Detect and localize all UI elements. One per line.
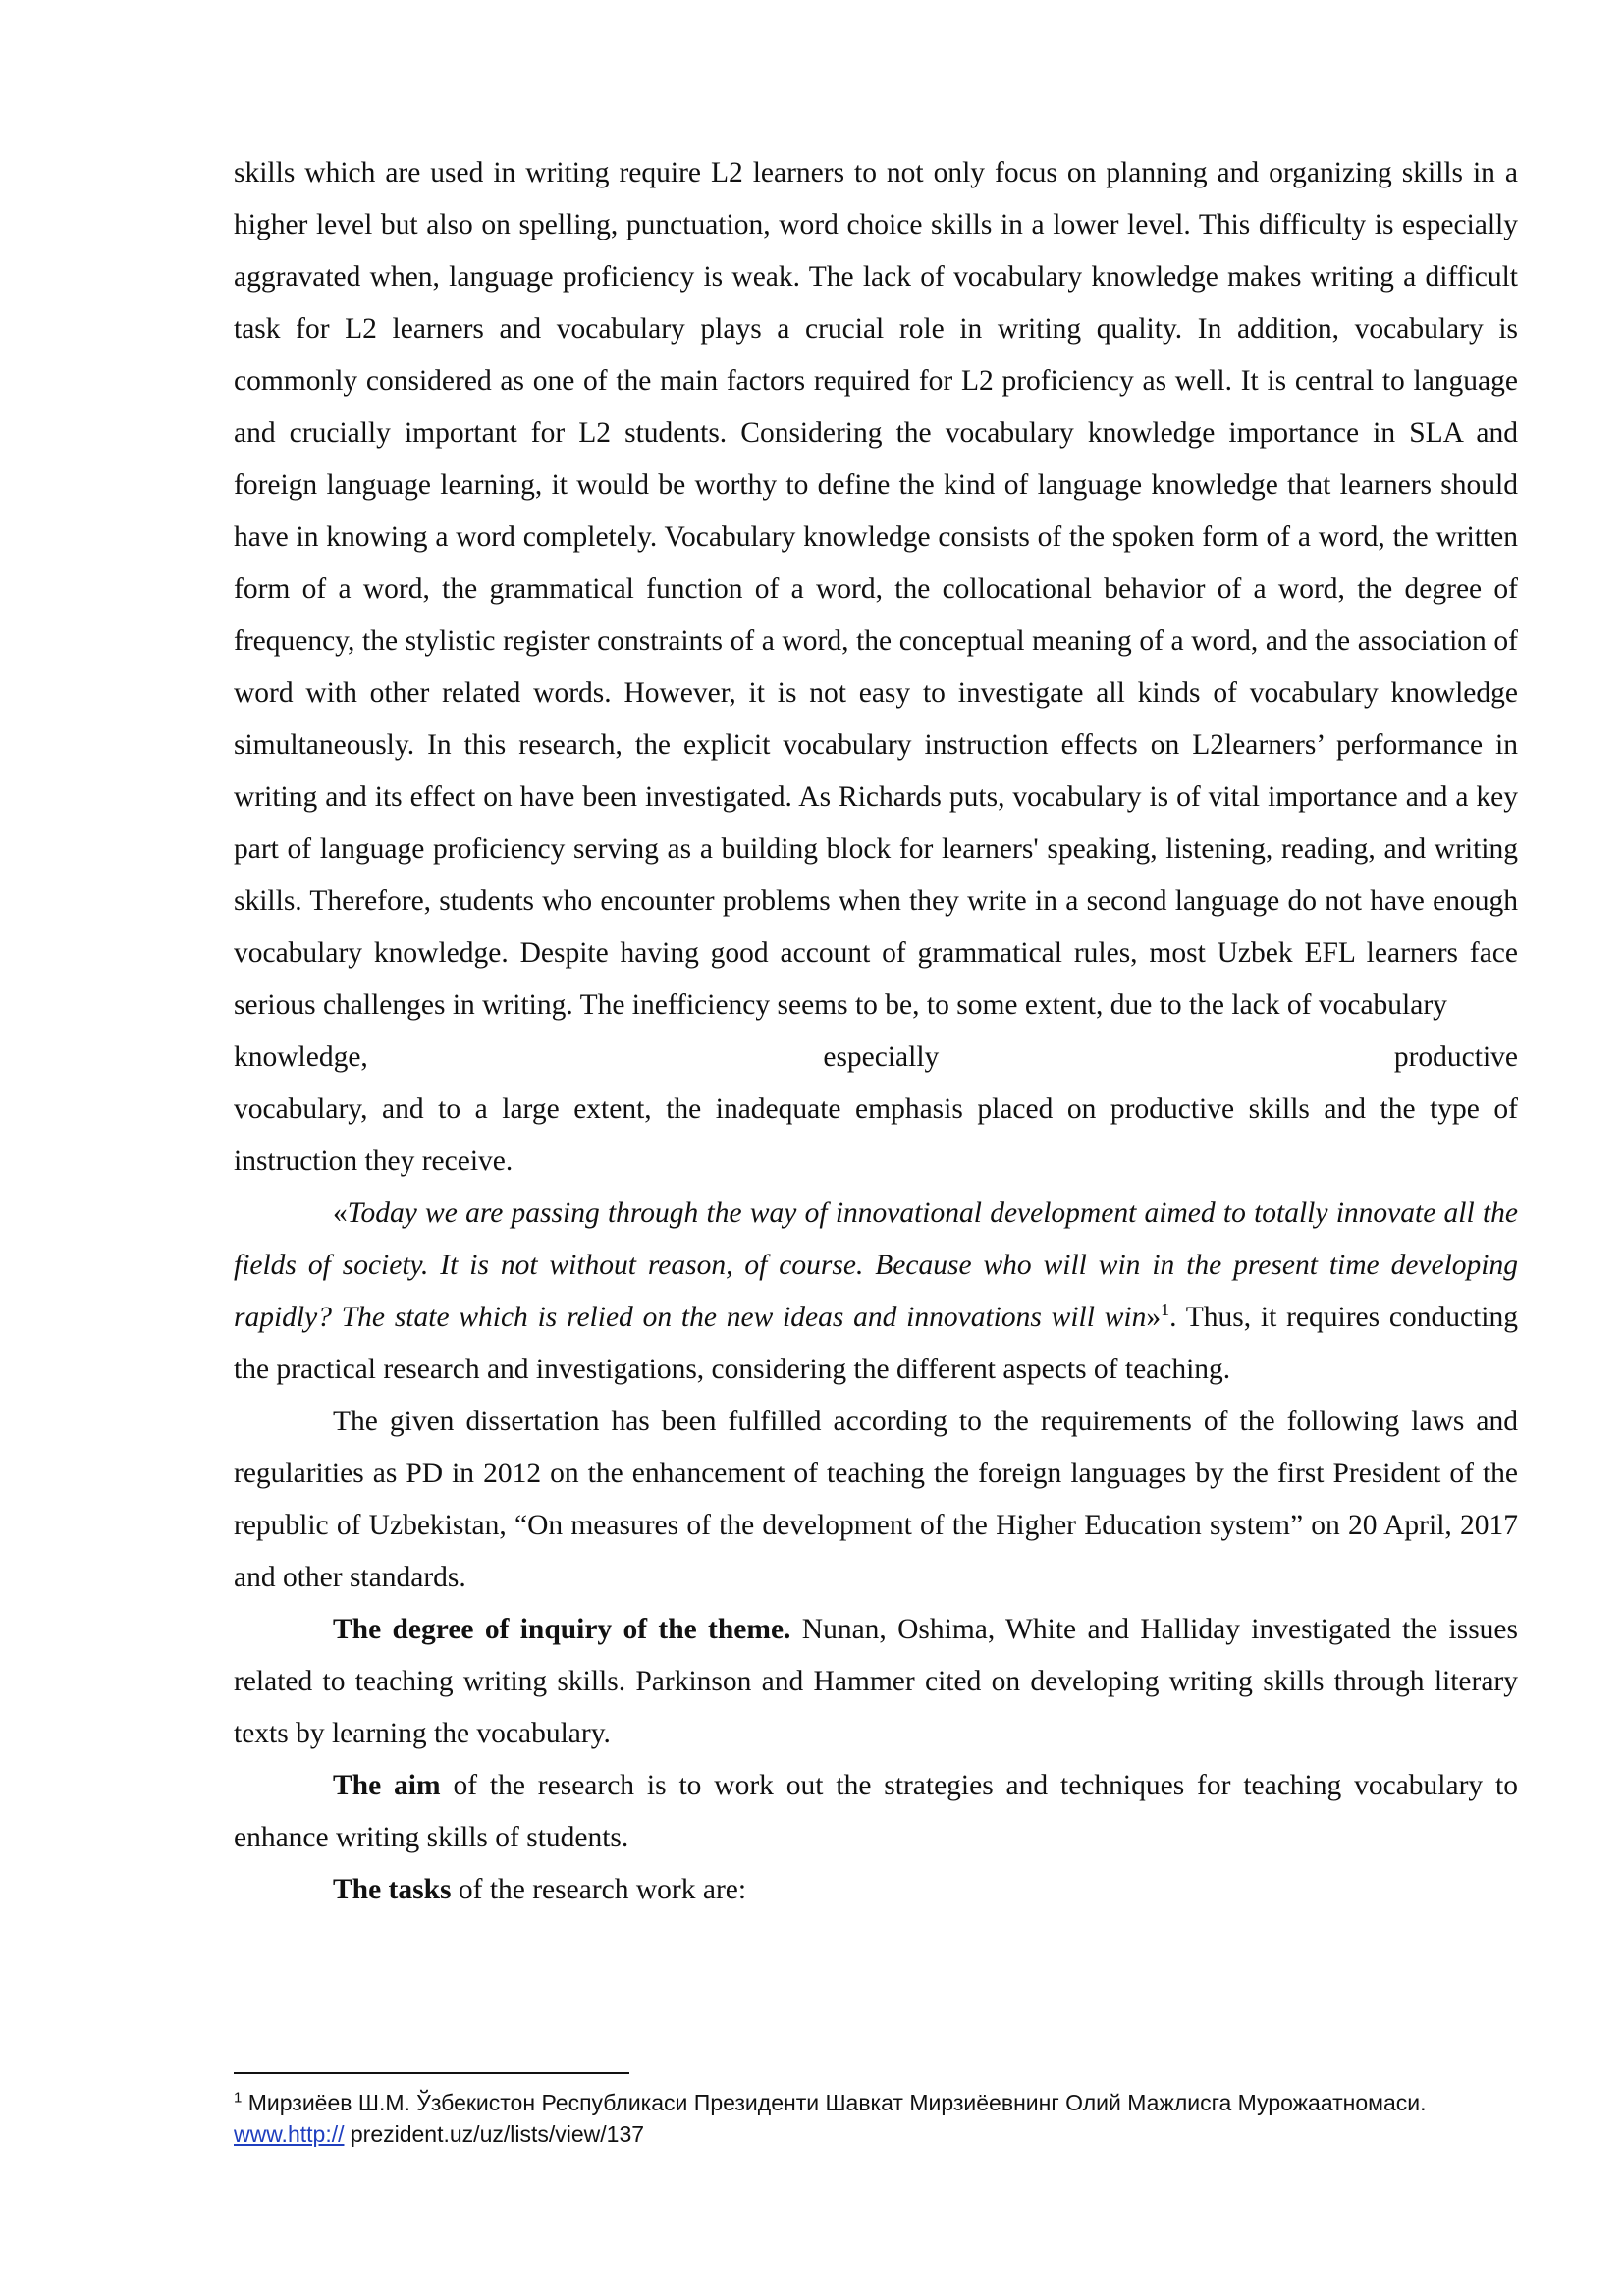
footnote-reference[interactable]: 1 [1161,1300,1170,1320]
paragraph-vocabulary-writing [234,147,1518,1188]
paragraph-text: skills which are used in writing require L2 learners to not only focus on planning and organizing skills in a higher level but also on spelling, punctuation, word choice skills in a lower level. This difficulty is especially aggravated when, language proficiency is weak. The lack of vocabulary knowledge makes writing a difficult task for L2 learners and vocabulary plays a crucial role in writing quality. In addition, vocabulary is commonly considered as one of the main factors required for L2 proficiency as well. It is central to language and crucially important for L2 students. Considering the vocabulary knowledge importance in SLA and foreign language learning, it would be worthy to define the kind of language knowledge that learners should have in knowing a word completely. Vocabulary knowledge consists of the spoken form of a word, the written form of a word, the grammatical function of a word, the collocational behavior of a word, the degree of frequency, the stylistic register constraints of a word, the conceptual meaning of a word, and the association of word with other related words. However, it is not easy to investigate all kinds of vocabulary knowledge simultaneously. In this research, the explicit vocabulary instruction effects on L2learners’ performance in writing and its effect on have been investigated. As Richards puts, vocabulary is of vital importance and a key part of language proficiency serving as a building block for learners' speaking, listening, reading, and writing skills. Therefore, students who encounter problems when they write in a second language do not have enough vocabulary knowledge. Despite having good account of grammatical rules, most Uzbek EFL learners face serious challenges in writing. The inefficiency seems to be, to some extent, due to the lack of vocabulary [234,157,1518,1021]
footnote-link[interactable]: www.http:// [234,2121,345,2147]
paragraph-text: The given dissertation has been fulfilled according to the requirements of the following laws and regularities as PD in 2012 on the enhancement of teaching the foreign languages by the first President of the republic of Uzbekistan, “On measures of the development of the Higher Education system” on 20 April, 2017 and other standards. [234,1406,1518,1593]
section-heading: The tasks [333,1874,452,1905]
body-text [234,147,1518,1916]
paragraph-text-continued: vocabulary, and to a large extent, the inadequate emphasis placed on productive skills and the type of instruction they receive. [234,1094,1518,1177]
footnote-text: Мирзиёев Ш.М. Ўзбекистон Республикаси Президенти Шавкат Мирзиёевнинг Олий Мажлисга Мурожаатномаси. [242,2090,1427,2115]
footnote [234,2087,1530,2150]
paragraph-quote [234,1188,1518,1396]
paragraph-aim [234,1760,1518,1864]
paragraph-dissertation-laws [234,1396,1518,1604]
justified-line: knowledge, especially productive [234,1041,1518,1073]
paragraph-text: Nunan, Oshima, White and Halliday investigated the issues related to teaching writing skills. Parkinson and Hammer cited on developing writing skills through literary texts by learning the vocabulary. [234,1614,1519,1749]
quote-open-mark: « [333,1198,348,1229]
paragraph-degree-of-inquiry [234,1604,1518,1760]
paragraph-tasks [234,1864,1518,1916]
quote-text: Today we are passing through the way of innovational development aimed to totally innovate all the fields of society. It is not without reason, of course. Because who will win in the present time developing rapidly? The state which is relied on the new ideas and innovations will win [234,1198,1518,1333]
quote-close-mark: » [1146,1302,1162,1333]
section-heading: The degree of inquiry of the theme. [333,1614,791,1645]
footnote-url-text: prezident.uz/uz/lists/view/137 [344,2121,645,2147]
footnote-separator [234,2072,629,2074]
section-heading: The aim [333,1770,441,1801]
paragraph-text: of the research work are: [451,1874,747,1905]
quote-follow-text: . Thus, it requires conducting the practical research and investigations, considering the different aspects of teaching. [234,1302,1518,1385]
paragraph-text: of the research is to work out the strategies and techniques for teaching vocabulary to enhance writing skills of students. [234,1770,1518,1853]
footnote-mark: 1 [234,2089,243,2107]
